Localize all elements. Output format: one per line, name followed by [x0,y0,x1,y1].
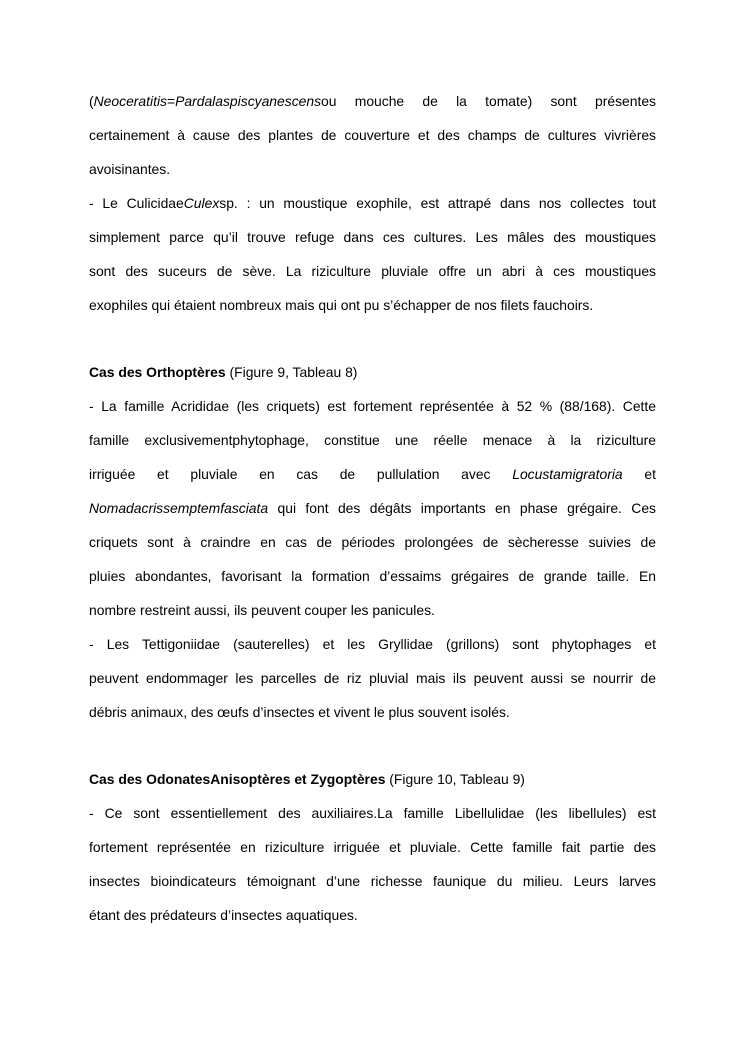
text-line: nombre restreint aussi, ils peuvent couper les panicules. [89,602,435,618]
text-fragment: ( [89,93,94,109]
document-page [89,84,656,932]
text-fragment: qui font des dégâts importants en phase grégaire. Ces [268,500,656,516]
text-line [89,84,656,118]
text-line: débris animaux, des œufs d’insectes et vivent le plus souvent isolés. [89,704,510,720]
text-line: insectes bioindicateurs témoignant d’une richesse faunique du milieu. Leurs larves [89,873,656,889]
paragraph-libellulidae [89,796,656,932]
paragraph-tomato-fly [89,84,656,186]
text-line [89,186,656,220]
text-line: famille exclusivementphytophage, constitue une réelle menace à la riziculture [89,432,656,448]
text-line: - Ce sont essentiellement des auxiliaires.La famille Libellulidae (les libellules) est [89,805,656,821]
text-line: sont des suceurs de sève. La riziculture pluviale offre un abri à ces moustiques [89,263,656,279]
text-line [89,491,656,525]
word: et [644,466,656,482]
text-line: - La famille Acrididae (les criquets) est fortement représentée à 52 % (88/168). Cette [89,398,656,414]
text-line [89,762,656,796]
word: cas [296,466,318,482]
heading-orthopteres [89,355,656,389]
paragraph-acrididae [89,389,656,627]
text-line: exophiles qui étaient nombreux mais qui ont pu s’échapper de nos filets fauchoirs. [89,297,594,313]
text-fragment: sp. : un moustique exophile, est attrapé dans nos collectes tout [219,195,656,211]
text-line: pluies abondantes, favorisant la formation d’essaims grégaires de grande taille. En [89,568,656,584]
text-line: peuvent endommager les parcelles de riz pluvial mais ils peuvent aussi se nourrir de [89,670,656,686]
species-name: Locustamigratoria [512,466,623,482]
section-spacer [89,729,656,762]
text-line: étant des prédateurs d’insectes aquatiques. [89,907,358,923]
text-fragment: ou mouche de la tomate) sont présentes [321,93,656,109]
text-line [89,355,656,389]
genus-name: Culex [183,195,220,211]
heading-odonates [89,762,656,796]
figure-reference: (Figure 9, Tableau 8) [225,364,358,380]
text-line: criquets sont à craindre en cas de périodes prolongées de sècheresse suivies de [89,534,656,550]
text-line: - Les Tettigoniidae (sauterelles) et les Gryllidae (grillons) sont phytophages et [89,636,656,652]
word: avec [461,466,491,482]
word: irriguée [89,466,136,482]
word: pluviale [190,466,238,482]
section-title: Cas des Orthoptères [89,364,226,380]
text-line: fortement représentée en riziculture irriguée et pluviale. Cette famille fait partie des [89,839,656,855]
species-name: Neoceratitis [93,93,167,109]
text-line: simplement parce qu’il trouve refuge dans ces cultures. Les mâles des moustiques [89,229,656,245]
figure-reference: (Figure 10, Tableau 9) [385,771,525,787]
word: de [339,466,356,482]
paragraph-culicidae [89,186,656,322]
species-name: Nomadacrissemptemfasciata [89,500,269,516]
text-fragment: - Le Culicidae [89,195,184,211]
word: pullulation [376,466,440,482]
text-line: avoisinantes. [89,161,171,177]
word: en [259,466,275,482]
section-title: Cas des OdonatesAnisoptères et Zygoptères [89,771,386,787]
paragraph-tettigoniidae [89,627,656,729]
species-name: Pardalaspiscyanescens [175,93,322,109]
text-line: certainement à cause des plantes de couverture et des champs de cultures vivrières [89,127,656,143]
text-line [89,457,656,491]
section-spacer [89,322,656,355]
text-fragment: = [166,93,176,109]
word: et [157,466,169,482]
